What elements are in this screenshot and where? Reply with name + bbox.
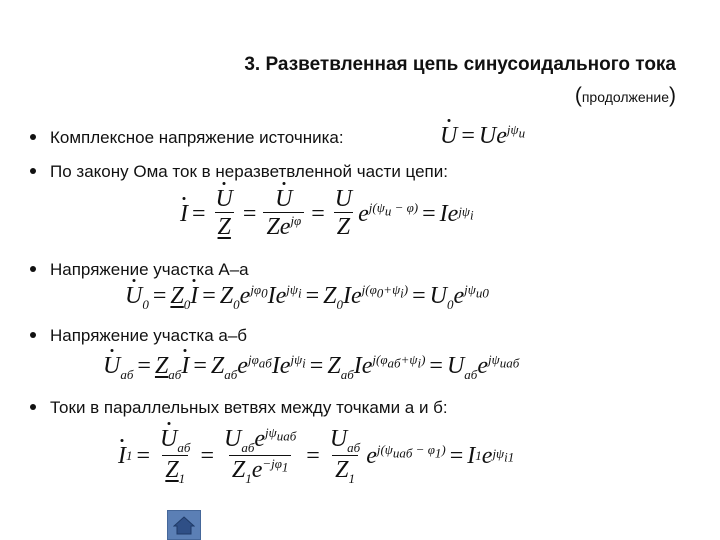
bullet-text: Токи в параллельных ветвях между точками а и б: (50, 398, 448, 417)
bullet-text: По закону Ома ток в неразветвленной части цепи: (50, 162, 448, 181)
slide-subtitle (575, 84, 676, 108)
slide-title: 3. Разветвленная цепь синусоидального тока (244, 54, 676, 75)
subtitle-paren-open: ( (574, 84, 582, 107)
subtitle-text: продолжение (581, 89, 669, 105)
formula-source-voltage: $U = Ue^{j\psi_u}$ (440, 122, 526, 149)
bullet-voltage-Aa (30, 260, 249, 280)
bullet-source-voltage (30, 128, 344, 148)
bullet-text: Комплексное напряжение источника: (50, 128, 344, 147)
bullet-dot (30, 266, 36, 272)
formula-voltage-Aa: $U_0 = Z_0I = Z_0e^{j\varphi_0}Ie^{j\psi_i} = Z_0Ie^{j(\varphi_0+\psi_i)} = U_0e^{j\psi_{u0}}$ (125, 282, 489, 312)
bullet-dot (30, 332, 36, 338)
bullet-text: Напряжение участка а–б (50, 326, 248, 345)
subtitle-paren-close: ) (669, 84, 676, 107)
formula-voltage-ab: $U_{аб} = Z_{аб}I = Z_{аб}e^{j\varphi_{аб}}Ie^{j\psi_i} = Z_{аб}Ie^{j(\varphi_{аб}+\psi_i)} = U_{аб}e^{j\psi_{uаб}}$ (103, 352, 520, 382)
bullet-voltage-ab (30, 326, 247, 346)
bullet-dot (30, 168, 36, 174)
home-icon (173, 515, 195, 535)
bullet-parallel-currents (30, 398, 448, 418)
bullet-dot (30, 404, 36, 410)
bullet-text: Напряжение участка А–а (50, 260, 249, 279)
formula-current-branch: I 1 = $\frac{U_{аб}}{Z_1}$ = $\frac{U_{аб}e^{j\psi_{uаб}}}{Z_1e^{-j\varphi_1}}$ = $\frac{U_{аб}}{Z_1}$ $e^{j(\psi_{uаб} - \varphi_1)}$ = I 1 e $j\psi_{i1}$ (118, 425, 515, 486)
home-button[interactable] (167, 510, 201, 540)
bullet-ohm-law (30, 162, 448, 182)
formula-current-total: I = $\frac{U}{Z}$ = $\frac{U}{Ze^{j\varphi}}$ = $\frac{U}{Z}$ $e^{j(\psi_u - \varphi)}$ = Ie $j\psi_i$ (180, 186, 474, 241)
bullet-dot (30, 134, 36, 140)
